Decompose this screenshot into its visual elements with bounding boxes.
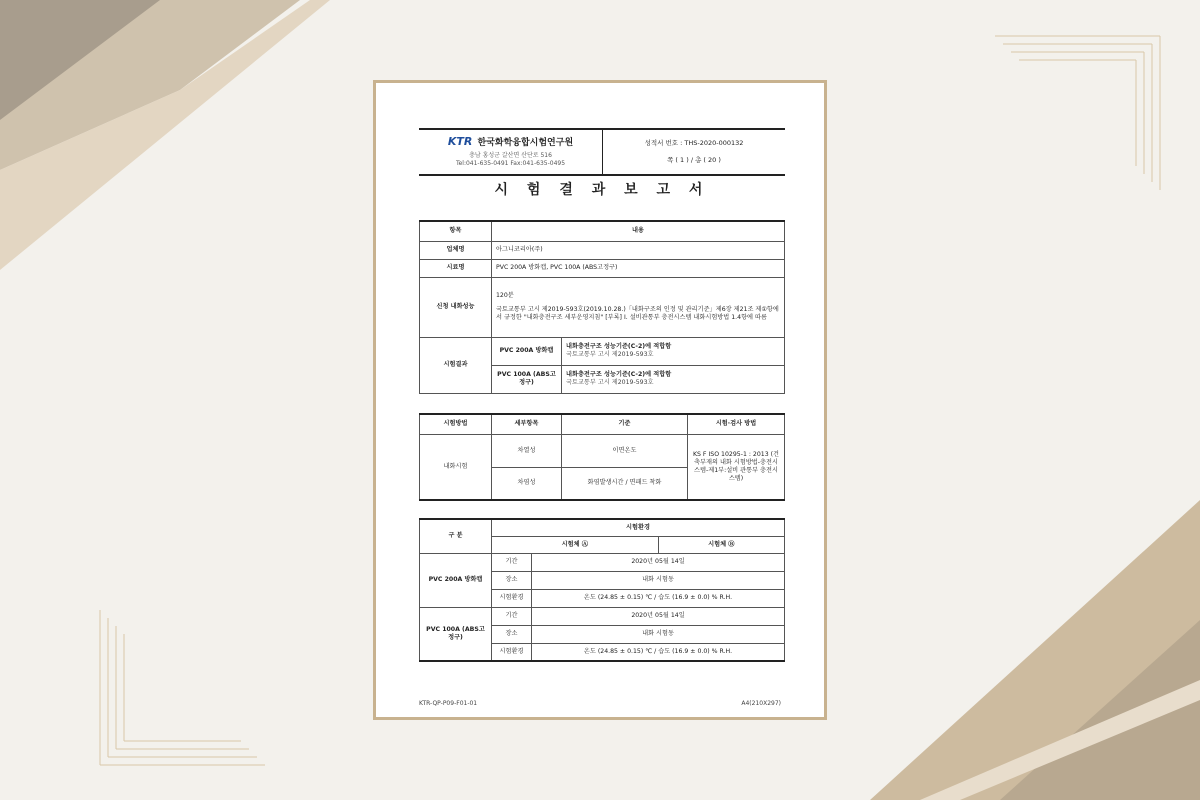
test-report-page — [376, 83, 824, 717]
table-row — [420, 434, 785, 467]
environment-value: 온도 (24.85 ± 0.15) ℃ / 습도 (16.9 ± 0.0) % R.H. — [532, 643, 785, 661]
result2-verdict: 내화충전구조 성능기준(C-2)에 적합함 — [566, 371, 672, 379]
page-indicator: 쪽 ( 1 ) / 총 ( 20 ) — [667, 156, 721, 165]
specimen-a-header: 시험체 Ⓐ — [492, 536, 659, 553]
performance-description: 국토교통부 고시 제2019-593호(2019.10.28.)「내화구조의 인정 및 관리기준」제6장 제21조 제①항에서 규정한 "내화충전구조 세부운영지침" [부록] Ⅰ. 설비관통부 충전시스템 내화시험방법 1.4항에 따름 — [496, 306, 779, 321]
place-value: 내화 시험동 — [532, 571, 785, 589]
summary-table — [419, 220, 785, 394]
row2-subitem: 차염성 — [492, 467, 562, 500]
period-value: 2020년 05월 14일 — [532, 553, 785, 571]
result2-reference: 국토교통부 고시 제2019-593호 — [566, 379, 654, 386]
result2-sample: PVC 100A (ABS고정구) — [492, 365, 562, 393]
table-row — [420, 414, 785, 434]
environment-label: 시험환경 — [492, 643, 532, 661]
place-value: 내화 시험동 — [532, 625, 785, 643]
standard-header: 시험·검사 방법 — [688, 414, 785, 434]
environment-value: 온도 (24.85 ± 0.15) ℃ / 습도 (16.9 ± 0.0) % R.H. — [532, 589, 785, 607]
result-label: 시험결과 — [420, 337, 492, 393]
place-label: 장소 — [492, 571, 532, 589]
report-title: 시 험 결 과 보 고 서 — [494, 182, 710, 198]
performance-value — [492, 277, 785, 337]
form-code: KTR-QP-P09-F01-01 — [419, 700, 478, 707]
group2-name: PVC 100A (ABS고정구) — [420, 607, 492, 661]
table-row — [420, 259, 785, 277]
header-content: 내용 — [492, 221, 785, 241]
row1-criteria: 이면온도 — [562, 434, 688, 467]
method-name: 내화시험 — [420, 434, 492, 500]
table-row — [420, 553, 785, 571]
header-item: 항목 — [420, 221, 492, 241]
method-table — [419, 413, 785, 501]
environment-table — [419, 518, 785, 662]
performance-time: 120분 — [496, 292, 514, 300]
performance-label: 신청 내화성능 — [420, 277, 492, 337]
certificate-number: 성적서 번호 : THS-2020-000132 — [644, 139, 744, 147]
organization-block — [419, 130, 603, 174]
ktr-logo: KTR — [447, 135, 473, 148]
division-header: 구 분 — [420, 519, 492, 553]
table-row — [420, 241, 785, 259]
report-header — [419, 128, 785, 176]
certificate-info — [603, 130, 785, 174]
environment-label: 시험환경 — [492, 589, 532, 607]
period-label: 기간 — [492, 553, 532, 571]
subitem-header: 세부항목 — [492, 414, 562, 434]
result1-sample: PVC 200A 방화캡 — [492, 337, 562, 365]
sample-value: PVC 200A 방화캡, PVC 100A (ABS고정구) — [492, 259, 785, 277]
result1-reference: 국토교통부 고시 제2019-593호 — [566, 351, 654, 358]
result2-cell — [562, 365, 785, 393]
environment-header: 시험환경 — [492, 519, 785, 536]
table-row — [420, 221, 785, 241]
test-standard: KS F ISO 10295-1 : 2013 (건축부재의 내화 시험방법-충전시스템-제1부:설비 관통부 충전시스템) — [688, 434, 785, 500]
table-row — [420, 519, 785, 536]
company-value: 아그니코리아(주) — [492, 241, 785, 259]
result1-cell — [562, 337, 785, 365]
table-row — [420, 607, 785, 625]
company-label: 업체명 — [420, 241, 492, 259]
organization-contact: Tel:041-635-0491 Fax:041-635-0495 — [455, 159, 566, 167]
period-label: 기간 — [492, 607, 532, 625]
organization-name: 한국화학융합시험연구원 — [477, 138, 574, 148]
result1-verdict: 내화충전구조 성능기준(C-2)에 적합함 — [566, 343, 672, 351]
criteria-header: 기준 — [562, 414, 688, 434]
organization-address: 충남 홍성군 갈산면 산단로 516 — [469, 152, 552, 160]
group1-name: PVC 200A 방화캡 — [420, 553, 492, 607]
period-value: 2020년 05월 14일 — [532, 607, 785, 625]
table-row — [420, 277, 785, 337]
paper-size: A4(210X297) — [741, 700, 781, 707]
specimen-b-header: 시험체 Ⓑ — [658, 536, 785, 553]
place-label: 장소 — [492, 625, 532, 643]
table-row — [420, 337, 785, 365]
row1-subitem: 차열성 — [492, 434, 562, 467]
method-header: 시험방법 — [420, 414, 492, 434]
document-frame — [373, 80, 827, 720]
organization-logo — [419, 135, 602, 149]
row2-criteria: 화염발생시간 / 면패드 착화 — [562, 467, 688, 500]
sample-label: 시료명 — [420, 259, 492, 277]
